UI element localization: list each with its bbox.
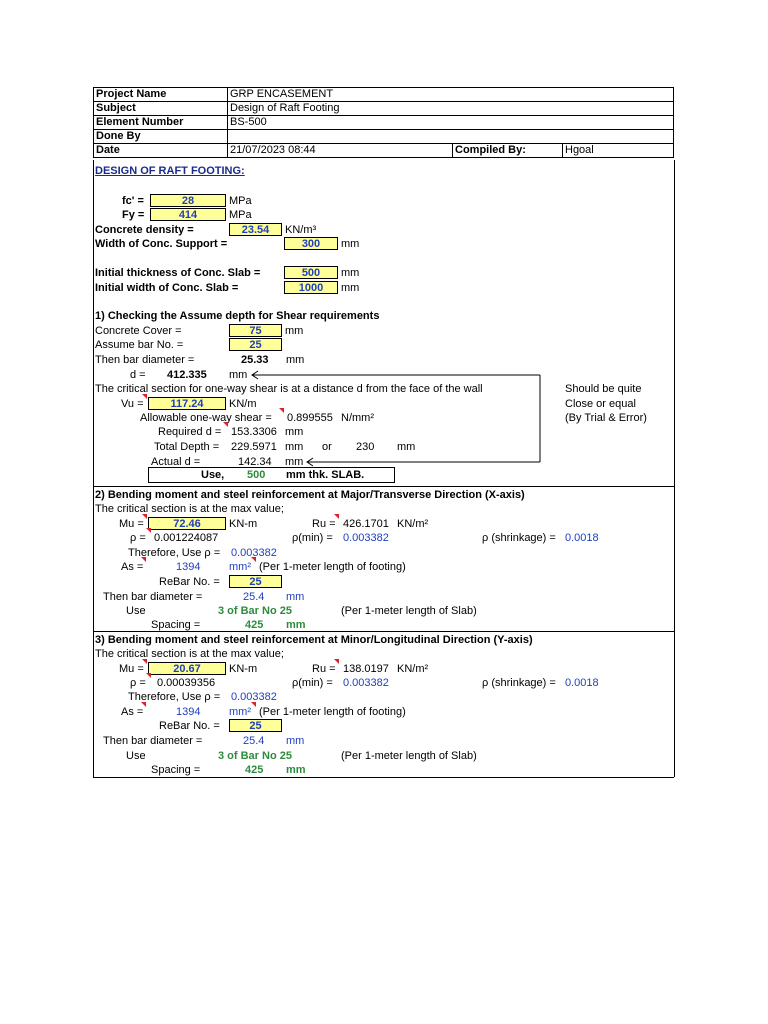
info-value[interactable]: Design of Raft Footing: [228, 102, 674, 116]
total-depth-round-unit: mm: [397, 441, 416, 453]
page-title: DESIGN OF RAFT FOOTING:: [95, 165, 245, 177]
info-label: Subject: [94, 102, 228, 116]
minor-ru-label: Ru =: [312, 663, 336, 675]
major-rho-label: ρ =: [130, 532, 146, 544]
major-as-note: (Per 1-meter length of footing): [259, 561, 406, 573]
minor-ru-value: 138.0197: [343, 663, 389, 675]
minor-ru-unit: KN/m²: [397, 663, 429, 675]
minor-use-value: 3 of Bar No 25: [218, 750, 292, 762]
fy-unit: MPa: [229, 209, 252, 221]
minor-use-label: Use: [126, 750, 146, 762]
bar-dia-label: Then bar diameter =: [95, 354, 195, 366]
major-therefore-label: Therefore, Use ρ =: [128, 547, 221, 559]
fc-unit: MPa: [229, 195, 252, 207]
major-use-label: Use: [126, 605, 146, 617]
required-d-value: 153.3306: [231, 426, 277, 438]
info-value[interactable]: GRP ENCASEMENT: [228, 88, 674, 102]
comment-marker: [141, 557, 146, 562]
width-unit: mm: [341, 282, 360, 294]
major-ru-label: Ru =: [312, 518, 336, 530]
comment-marker: [146, 673, 151, 678]
density-input[interactable]: 23.54: [229, 223, 282, 236]
trial-note-2: Close or equal: [565, 398, 636, 410]
required-d-label: Required d =: [158, 426, 222, 438]
required-d-unit: mm: [285, 426, 304, 438]
major-dia-unit: mm: [286, 591, 305, 603]
major-rebar-label: ReBar No. =: [159, 576, 220, 588]
bar-dia-value: 25.33: [241, 354, 269, 366]
density-unit: KN/m³: [285, 224, 317, 236]
info-label: Project Name: [94, 88, 228, 102]
minor-rhoshr-value: 0.0018: [565, 677, 599, 689]
minor-rebar-label: ReBar No. =: [159, 720, 220, 732]
comment-marker: [334, 659, 339, 664]
total-depth-value: 229.5971: [231, 441, 277, 453]
minor-dia-unit: mm: [286, 735, 305, 747]
total-depth-unit: mm: [285, 441, 304, 453]
minor-rebar-input[interactable]: 25: [229, 719, 282, 732]
minor-as-note: (Per 1-meter length of footing): [259, 706, 406, 718]
width-label: Initial width of Conc. Slab =: [95, 282, 239, 294]
compiled-by-value[interactable]: Hgoal: [563, 144, 674, 158]
major-as-unit: mm²: [229, 561, 251, 573]
minor-mu-value[interactable]: 20.67: [148, 662, 226, 675]
major-use-note: (Per 1-meter length of Slab): [341, 605, 477, 617]
major-spacing-unit: mm: [286, 619, 306, 631]
use-slab-unit: mm thk. SLAB.: [286, 469, 365, 481]
major-as-label: As =: [121, 561, 144, 573]
minor-as-unit: mm²: [229, 706, 251, 718]
or-text: or: [322, 441, 332, 453]
minor-rhoshr-label: ρ (shrinkage) =: [482, 677, 556, 689]
compiled-by-label: Compiled By:: [453, 144, 563, 158]
allowable-shear-unit: N/mm²: [341, 412, 374, 424]
major-therefore-value: 0.003382: [231, 547, 277, 559]
minor-mu-unit: KN-m: [229, 663, 258, 675]
use-slab-value: 500: [247, 469, 266, 481]
trial-note-3: (By Trial & Error): [565, 412, 647, 424]
minor-rhomin-value: 0.003382: [343, 677, 389, 689]
use-slab-label: Use,: [201, 469, 225, 481]
minor-rhomin-label: ρ(min) =: [292, 677, 333, 689]
major-dia-label: Then bar diameter =: [103, 591, 203, 603]
support-input[interactable]: 300: [284, 237, 338, 250]
major-rhomin-value: 0.003382: [343, 532, 389, 544]
assume-bar-input[interactable]: 25: [229, 338, 282, 351]
major-mu-value[interactable]: 72.46: [148, 517, 226, 530]
info-label: Done By: [94, 130, 228, 144]
comment-marker: [146, 528, 151, 533]
minor-dia-label: Then bar diameter =: [103, 735, 203, 747]
comment-marker: [141, 702, 146, 707]
major-rhomin-label: ρ(min) =: [292, 532, 333, 544]
major-spacing-value: 425: [245, 619, 264, 631]
vu-label: Vu =: [121, 398, 144, 410]
cover-input[interactable]: 75: [229, 324, 282, 337]
comment-marker: [251, 702, 256, 707]
vu-value[interactable]: 117.24: [148, 397, 226, 410]
major-use-value: 3 of Bar No 25: [218, 605, 292, 617]
minor-spacing-value: 425: [245, 764, 264, 776]
comment-marker: [142, 514, 147, 519]
cover-label: Concrete Cover =: [95, 325, 182, 337]
vu-unit: KN/m: [229, 398, 257, 410]
minor-as-value: 1394: [176, 706, 201, 718]
info-label: Element Number: [94, 116, 228, 130]
thick-label: Initial thickness of Conc. Slab =: [95, 267, 261, 279]
minor-mu-label: Mu =: [119, 663, 144, 675]
major-as-value: 1394: [176, 561, 201, 573]
width-input[interactable]: 1000: [284, 281, 338, 294]
total-depth-round: 230: [356, 441, 375, 453]
allowable-shear-value: 0.899555: [287, 412, 333, 424]
total-depth-label: Total Depth =: [154, 441, 220, 453]
minor-critical-text: The critical section is at the max value;: [95, 648, 284, 660]
fy-input[interactable]: 414: [150, 208, 226, 221]
minor-rho-label: ρ =: [130, 677, 146, 689]
comment-marker: [251, 557, 256, 562]
assume-bar-label: Assume bar No. =: [95, 339, 184, 351]
minor-heading: 3) Bending moment and steel reinforcement at Minor/Longitudinal Direction (Y-axis): [95, 634, 533, 646]
support-unit: mm: [341, 238, 360, 250]
actual-d-label: Actual d =: [151, 456, 201, 468]
support-label: Width of Conc. Support =: [95, 238, 228, 250]
minor-therefore-label: Therefore, Use ρ =: [128, 691, 221, 703]
thick-input[interactable]: 500: [284, 266, 338, 279]
major-critical-text: The critical section is at the max value;: [95, 503, 284, 515]
major-rho-value: 0.001224087: [154, 532, 219, 544]
minor-therefore-value: 0.003382: [231, 691, 277, 703]
thick-unit: mm: [341, 267, 360, 279]
fc-label: fc' =: [122, 195, 144, 207]
info-value[interactable]: 21/07/2023 08:44: [228, 144, 453, 158]
d-unit: mm: [229, 369, 248, 381]
cover-unit: mm: [285, 325, 304, 337]
major-mu-unit: KN-m: [229, 518, 258, 530]
major-spacing-label: Spacing =: [151, 619, 201, 631]
shear-heading: 1) Checking the Assume depth for Shear requirements: [95, 310, 380, 322]
minor-spacing-unit: mm: [286, 764, 306, 776]
major-ru-value: 426.1701: [343, 518, 389, 530]
minor-spacing-label: Spacing =: [151, 764, 201, 776]
minor-as-label: As =: [121, 706, 144, 718]
d-label: d =: [130, 369, 146, 381]
major-rhoshr-label: ρ (shrinkage) =: [482, 532, 556, 544]
fc-input[interactable]: 28: [150, 194, 226, 207]
minor-dia-value: 25.4: [243, 735, 265, 747]
info-label: Date: [94, 144, 228, 158]
density-label: Concrete density =: [95, 224, 194, 236]
d-value: 412.335: [167, 369, 207, 381]
minor-use-note: (Per 1-meter length of Slab): [341, 750, 477, 762]
major-mu-label: Mu =: [119, 518, 144, 530]
info-value[interactable]: BS-500: [228, 116, 674, 130]
actual-d-value: 142.34: [238, 456, 272, 468]
allowable-shear-label: Allowable one-way shear =: [140, 412, 272, 424]
trial-note-1: Should be quite: [565, 383, 642, 395]
comment-marker: [142, 659, 147, 664]
major-rhoshr-value: 0.0018: [565, 532, 599, 544]
major-rebar-input[interactable]: 25: [229, 575, 282, 588]
critical-shear-text: The critical section for one-way shear is at a distance d from the face of the wall: [95, 383, 483, 395]
minor-rho-value: 0.00039356: [157, 677, 216, 689]
comment-marker: [334, 514, 339, 519]
major-heading: 2) Bending moment and steel reinforcement at Major/Transverse Direction (X-axis): [95, 489, 525, 501]
major-ru-unit: KN/m²: [397, 518, 429, 530]
actual-d-unit: mm: [285, 456, 304, 468]
bar-dia-unit: mm: [286, 354, 305, 366]
fy-label: Fy =: [122, 209, 145, 221]
major-dia-value: 25.4: [243, 591, 265, 603]
